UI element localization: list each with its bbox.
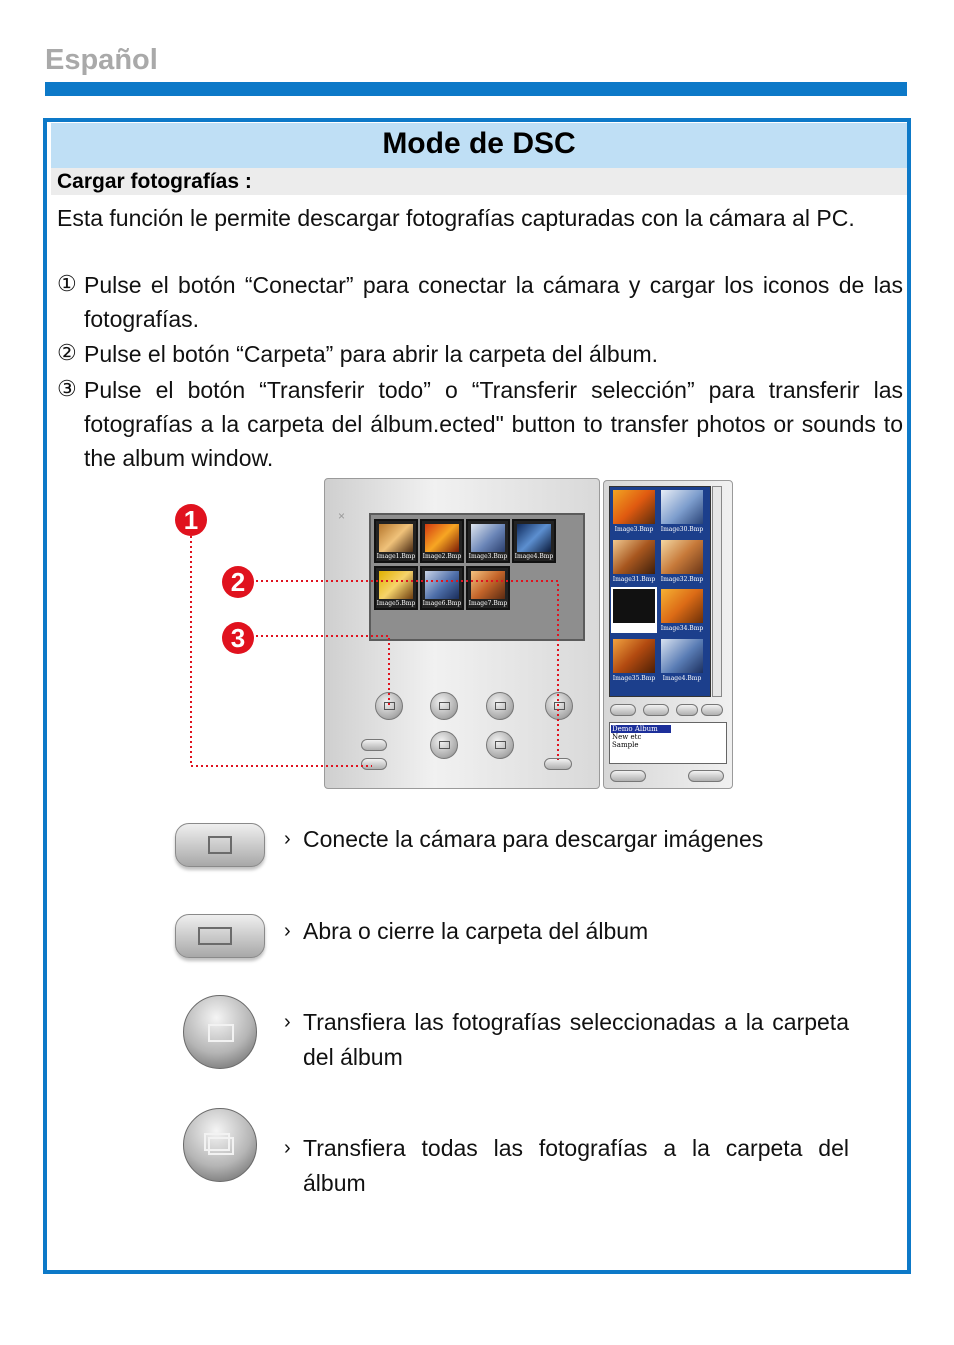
callout-marker-3: 3 <box>222 622 254 654</box>
callout-line-3 <box>256 636 389 706</box>
save-glyph-icon <box>208 836 232 854</box>
thumbnail-label: Image3.Bmp <box>614 526 654 533</box>
thumbnail-label: Image35.Bmp <box>612 675 656 682</box>
chevron-right-icon: › <box>284 1011 291 1033</box>
documents-glyph-icon <box>208 1137 234 1155</box>
step-number: ② <box>57 341 77 366</box>
transfer-all-button-icon <box>183 1108 257 1182</box>
page-title: Mode de DSC <box>382 127 576 160</box>
album-list-item[interactable]: Demo Album <box>612 725 658 733</box>
thumbnail-label: Image1.Bmp <box>376 553 416 560</box>
legend-item-connect <box>284 822 849 857</box>
intro-paragraph: Esta función le permite descargar fotografías capturadas con la cámara al PC. <box>57 205 855 231</box>
thumbnail-label: Image32.Bmp <box>660 576 704 583</box>
thumbnail-label: Image4.Bmp <box>514 553 554 560</box>
thumbnail-label: Image30.Bmp <box>660 526 704 533</box>
thumbnail-label: Image34.Bmp <box>660 625 704 632</box>
chevron-right-icon: › <box>284 828 291 850</box>
album-list-item[interactable]: Sample <box>612 741 639 749</box>
thumbnail-label: Image7.Bmp <box>468 600 508 607</box>
callout-marker-1: 1 <box>175 504 207 536</box>
album-folder-button-icon <box>175 914 265 958</box>
folder-glyph-icon <box>198 927 232 945</box>
connect-button-icon <box>175 823 265 867</box>
chevron-right-icon: › <box>284 920 291 942</box>
legend-item-album <box>284 914 849 949</box>
close-icon: × <box>338 509 346 523</box>
thumbnail-label: Image4.Bmp <box>662 675 702 682</box>
section-heading: Cargar fotografías : <box>57 170 252 193</box>
thumbnail-label: Image2.Bmp <box>422 553 462 560</box>
chevron-right-icon: › <box>284 1137 291 1159</box>
thumbnail-label: Image5.Bmp <box>376 600 416 607</box>
legend-item-transfer-selected <box>284 1005 849 1075</box>
legend-item-transfer-all <box>284 1131 849 1201</box>
step-text: Pulse el botón “Conectar” para conectar la cámara y cargar los iconos de las fotografías. <box>84 272 903 332</box>
document-glyph-icon <box>208 1024 234 1042</box>
legend-text: Conecte la cámara para descargar imágenes <box>303 826 764 852</box>
album-list-item[interactable]: New etc <box>612 733 642 741</box>
thumbnail-label: Image6.Bmp <box>422 600 462 607</box>
step-number: ③ <box>57 377 77 402</box>
step-text: Pulse el botón “Carpeta” para abrir la carpeta del álbum. <box>84 341 659 367</box>
step-number: ① <box>57 272 77 297</box>
transfer-selected-button-icon <box>183 995 257 1069</box>
language-header: Español <box>45 44 158 76</box>
legend-text: Transfiera todas las fotografías a la carpeta del álbum <box>303 1135 849 1196</box>
thumbnail-label: Voice2.wav <box>616 625 652 632</box>
callout-marker-2: 2 <box>222 566 254 598</box>
thumbnail-label: Image3.Bmp <box>468 553 508 560</box>
step-text: Pulse el botón “Transferir todo” o “Transferir selección” para transferir las fotografías a la carpeta del álbum.ected" button to transfer photos or sounds to the album window. <box>84 377 903 471</box>
legend-text: Transfiera las fotografías seleccionadas a la carpeta del álbum <box>303 1009 849 1070</box>
callout-line-1 <box>191 536 372 766</box>
callout-line-2 <box>256 581 558 760</box>
legend-text: Abra o cierre la carpeta del álbum <box>303 918 649 944</box>
thumbnail-label: Image31.Bmp <box>612 576 656 583</box>
